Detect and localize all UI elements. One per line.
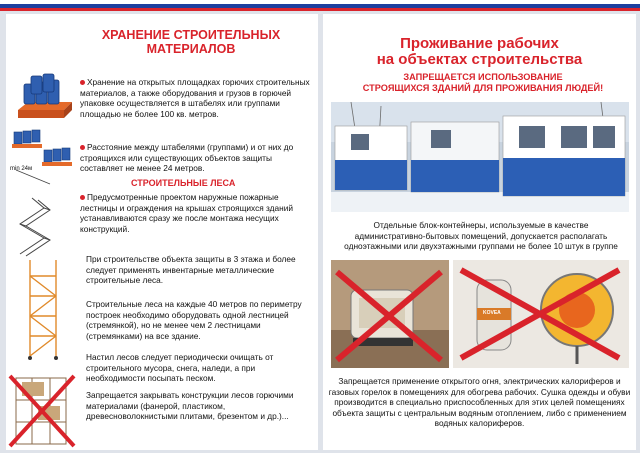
scaffold-paragraph-2: При строительстве объекта защиты в 3 этажа и более следует применять инвентарные металлические строительные леса. — [86, 254, 296, 286]
prohibition-warning: ЗАПРЕЩАЕТСЯ ИСПОЛЬЗОВАНИЕ СТРОЯЩИХСЯ ЗДАНИЙ ДЛЯ ПРОЖИВАНИЯ ЛЮДЕЙ! — [362, 72, 604, 93]
left-panel — [6, 14, 318, 450]
scaffold-tower-illustration — [22, 256, 66, 360]
storage-paragraph-1: Хранение на открытых площадках горючих строительных материалов, а также оборудования и грузов в горючей упаковке осуществляется в штабелях или группами площадью не более 100 кв. метров. — [80, 77, 310, 119]
scaffolding-subtitle: СТРОИТЕЛЬНЫЕ ЛЕСА — [131, 178, 236, 188]
scaffold-paragraph-3: Строительные леса на каждые 40 метров по периметру построек необходимо оборудовать одной лестницей (стремянкой), но не менее чем 2 лестницами (стремянками) на все здание. — [86, 299, 302, 341]
top-stripe — [0, 0, 640, 11]
gas-burner-prohibited-photo — [453, 260, 629, 368]
scaffold-paragraph-4: Настил лесов следует периодически очищать от строительного мусора, снега, наледи, а при необходимости посыпать песком. — [86, 352, 274, 384]
right-panel — [323, 14, 636, 450]
scaffold-paragraph-1: Предусмотренные проектом наружные пожарные лестницы и ограждения на крышах строящихся зданий устанавливаются сразу же после монтажа несущих конструкций. — [80, 192, 293, 234]
living-title: Проживание рабочих на объектах строительства — [376, 35, 583, 68]
heating-caption: Запрещается применение открытого огня, электрических калориферов и газовых горелок в помещениях для обогрева рабочих. Сушка одежды и обуви производится в специально приспособленных для этих целей помещениях объекта защиты с центральным водяным отоплением, либо с применением водяных калориферов. — [328, 376, 631, 429]
bullet-icon — [80, 145, 85, 150]
scaffold-paragraph-5: Запрещается закрывать конструкции лесов горючими материалами (фанерой, пластиком, древесноволокнистыми плитами, брезентом и др.)... — [86, 390, 294, 422]
block-containers-photo — [331, 102, 629, 212]
storage-title: ХРАНЕНИЕ СТРОИТЕЛЬНЫХ МАТЕРИАЛОВ — [101, 28, 281, 56]
storage-paragraph-2: Расстояние между штабелями (группами) и от них до строящихся или существующих объектов защиты составляет не менее 24 метров. — [80, 142, 294, 174]
storage-pallets-illustration — [10, 126, 76, 186]
containers-caption: Отдельные блок-контейнеры, используемые в качестве административно-бытовых помещений, допускается располагать одноэтажными или двухэтажными группами не более 10 штук в группе — [344, 220, 618, 252]
min-distance-label: min 24м — [10, 166, 33, 172]
barrels-pallet-illustration — [14, 70, 76, 126]
prohibited-scaffold-illustration — [8, 370, 80, 450]
fire-stairs-illustration — [14, 192, 76, 260]
bullet-icon — [80, 195, 85, 200]
kovea-brand-label: KOVEA — [483, 310, 501, 316]
bullet-icon — [80, 80, 85, 85]
electric-heater-prohibited-photo — [331, 260, 449, 368]
